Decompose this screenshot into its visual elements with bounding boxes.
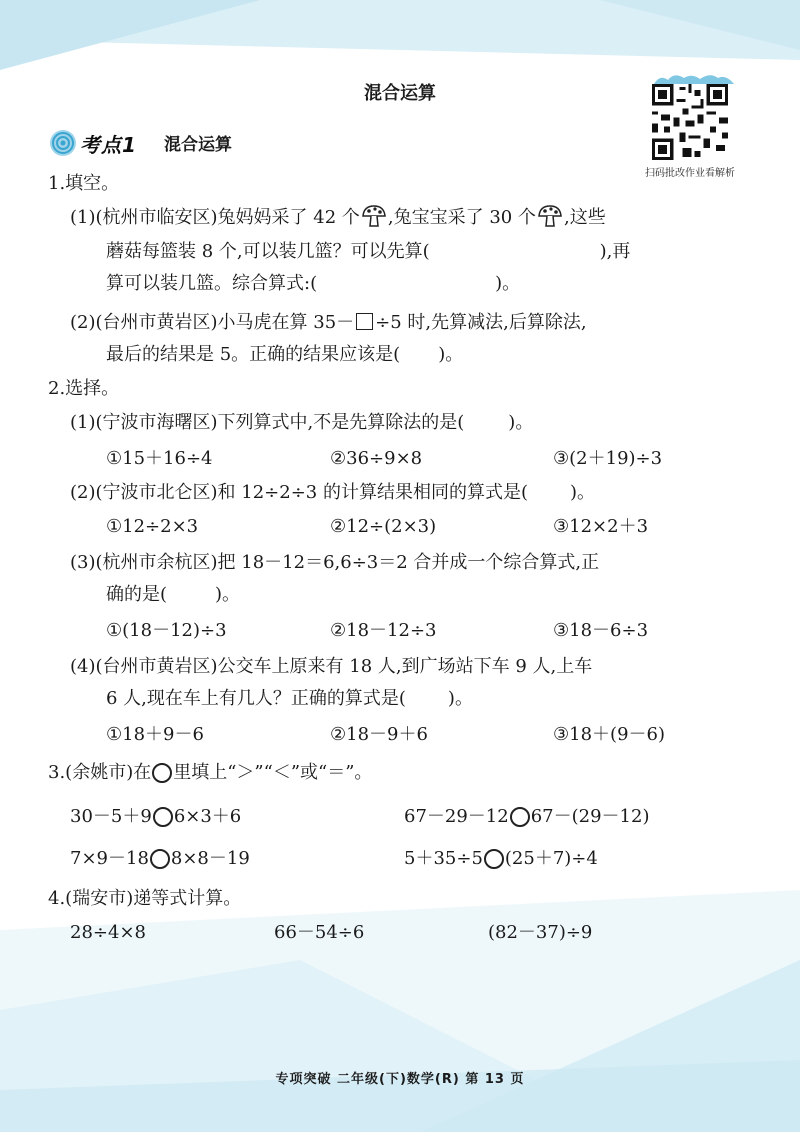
text: )。 — [438, 344, 464, 365]
text: 最后的结果是 5。正确的结果应该是( — [106, 344, 401, 365]
expression: (25＋7)÷4 — [504, 848, 598, 869]
section-heading — [44, 124, 304, 158]
cloud-decoration-icon — [652, 72, 736, 84]
text: )。 — [447, 688, 473, 709]
expression: 67－29－12 — [404, 806, 509, 827]
text: 算可以装几篮。综合算式:( — [106, 273, 318, 294]
page-footer: 专项突破 二年级(下)数学(R) 第 13 页 — [275, 1072, 525, 1087]
text: (2)(宁波市北仑区)和 12÷2÷3 的计算结果相同的算式是( — [70, 482, 528, 503]
q2-item1-option-c[interactable]: ③(2＋19)÷3 — [553, 448, 663, 469]
mushroom-icon — [361, 205, 387, 227]
q2-item1-option-b[interactable]: ②36÷9×8 — [330, 448, 423, 469]
q2-item3-option-c[interactable]: ③18－6÷3 — [553, 620, 649, 641]
q2-item4-stem-line2 — [106, 686, 473, 712]
text: ),再 — [599, 241, 631, 262]
q2-item4-option-c[interactable]: ③18＋(9－6) — [553, 724, 665, 745]
compare-circle[interactable] — [484, 849, 504, 869]
q1-part1-line3 — [106, 271, 520, 297]
text: 确的是( — [106, 584, 168, 605]
qr-caption: 扫码批改作业看解析 — [645, 168, 735, 179]
q2-item3-stem-line1: (3)(杭州市余杭区)把 18－12＝6,6÷3＝2 合并成一个综合算式,正 — [70, 552, 600, 573]
text: 6 人,现在车上有几人？正确的算式是( — [106, 688, 406, 709]
text: )。 — [215, 584, 241, 605]
q1-part2-line2 — [106, 342, 463, 368]
q2-item2-stem — [70, 480, 595, 506]
q2-item4-option-b[interactable]: ②18－9＋6 — [330, 724, 428, 745]
text: 里填上“＞”“＜”或“＝”。 — [173, 762, 373, 783]
q1-title: 1.填空。 — [48, 173, 120, 194]
q2-item2-option-b[interactable]: ②12÷(2×3) — [330, 516, 437, 537]
q4-item2: 66－54÷6 — [274, 922, 365, 943]
compare-circle[interactable] — [510, 807, 530, 827]
q2-item1-stem — [70, 410, 533, 436]
text: ,这些 — [563, 207, 606, 228]
blank-square — [356, 313, 373, 330]
q2-title: 2.选择。 — [48, 378, 120, 399]
expression: 67－(29－12) — [530, 806, 650, 827]
text: )。 — [569, 482, 596, 503]
text: (1)(杭州市临安区)兔妈妈采了 42 个 — [70, 207, 360, 228]
q2-item4-stem-line1: (4)(台州市黄岩区)公交车上原来有 18 人,到广场站下车 9 人,上车 — [70, 656, 593, 677]
spiral-icon — [48, 128, 78, 158]
compare-circle[interactable] — [153, 807, 173, 827]
expression: 7×9－18 — [70, 848, 149, 869]
compare-circle[interactable] — [150, 849, 170, 869]
expression: 6×3＋6 — [173, 806, 242, 827]
qr-code-icon[interactable] — [652, 84, 728, 160]
q3-row2-left — [70, 846, 250, 872]
q3-row2-right — [404, 846, 598, 872]
text: ,兔宝宝采了 30 个 — [387, 207, 536, 228]
q4-title: 4.(瑞安市)递等式计算。 — [48, 888, 242, 909]
mushroom-icon — [537, 205, 563, 227]
page-title: 混合运算 — [364, 83, 436, 104]
compare-circle-icon — [152, 763, 172, 783]
q1-part1-line1 — [70, 205, 606, 231]
q4-item1: 28÷4×8 — [70, 922, 146, 943]
q2-item3-option-a[interactable]: ①(18－12)÷3 — [106, 620, 227, 641]
q2-item4-option-a[interactable]: ①18＋9－6 — [106, 724, 204, 745]
q3-title — [48, 760, 372, 786]
text: ÷5 时,先算减法,后算除法, — [375, 312, 587, 333]
q2-item3-option-b[interactable]: ②18－12÷3 — [330, 620, 437, 641]
q4-item3: (82－37)÷9 — [488, 922, 593, 943]
q1-part2-line1 — [70, 310, 587, 336]
text: (1)(宁波市海曙区)下列算式中,不是先算除法的是( — [70, 412, 465, 433]
expression: 30－5＋9 — [70, 806, 152, 827]
q2-item1-option-a[interactable]: ①15＋16÷4 — [106, 448, 213, 469]
q3-row1-right — [404, 804, 649, 830]
q1-part1-line2 — [106, 239, 630, 265]
expression: 8×8－19 — [170, 848, 250, 869]
text: 蘑菇每篮装 8 个,可以装几篮？可以先算( — [106, 241, 430, 262]
q2-item3-stem-line2 — [106, 582, 240, 608]
text: )。 — [508, 412, 534, 433]
text: 3.(余姚市)在 — [48, 762, 152, 783]
section-tag: 考点1 — [80, 133, 137, 157]
expression: 5＋35÷5 — [404, 848, 483, 869]
text: )。 — [495, 273, 521, 294]
q2-item2-option-c[interactable]: ③12×2＋3 — [553, 516, 649, 537]
section-name: 混合运算 — [164, 135, 232, 155]
text: (2)(台州市黄岩区)小马虎在算 35－ — [70, 312, 355, 333]
q3-row1-left — [70, 804, 241, 830]
q2-item2-option-a[interactable]: ①12÷2×3 — [106, 516, 199, 537]
